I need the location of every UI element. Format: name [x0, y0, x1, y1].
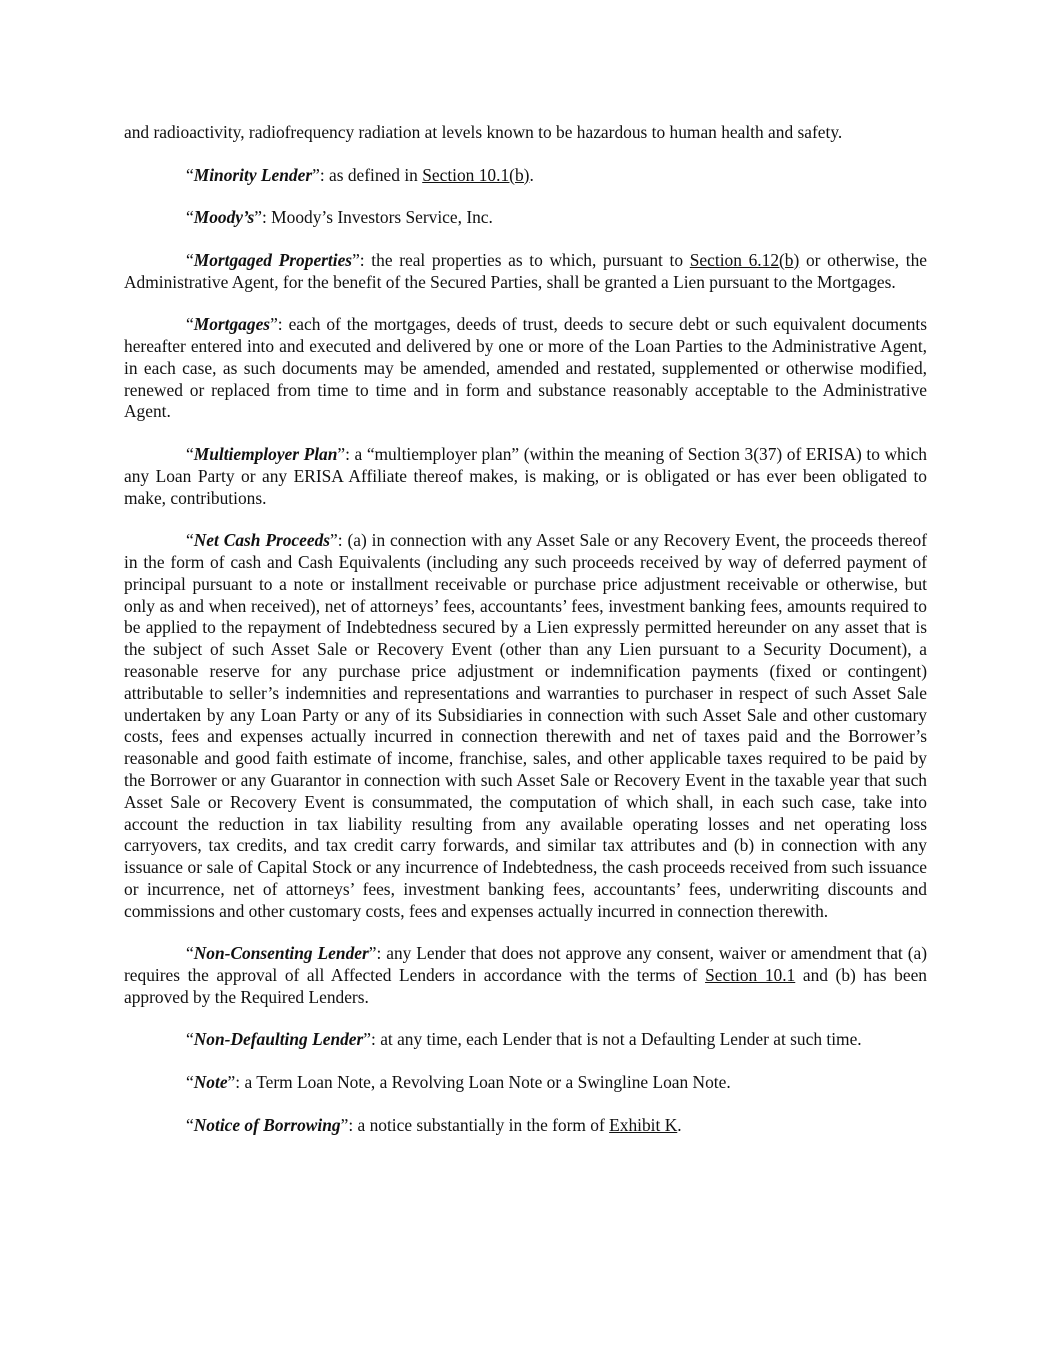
definition-non-defaulting-lender: “Non-Defaulting Lender”: at any time, each Lender that is not a Defaulting Lender at such time. [186, 1029, 862, 1050]
defined-term: Notice of Borrowing [193, 1114, 341, 1135]
defined-term: Mortgaged Properties [193, 249, 353, 270]
defined-term: Non-Defaulting Lender [193, 1029, 364, 1050]
document-page [124, 122, 927, 1157]
definition-moodys: “Moody’s”: Moody’s Investors Service, Inc. [186, 207, 493, 228]
defined-term: Mortgages [193, 314, 271, 335]
defined-term: Moody’s [193, 207, 255, 228]
section-reference: Section 6.12(b) [689, 249, 800, 270]
section-reference: Section 10.1 [705, 965, 796, 986]
definition-mortgages: “Mortgages”: each of the mortgages, deeds of trust, deeds to secure debt or such equivalent documents hereafter entered into and executed and delivered by one or more of the Loan Parties to the Administrative Agent, in each case, as such documents may be amended, amended and restated, supplemented or otherwise modified, renewed or replaced from time to time and in form and substance reasonably acceptable to the Administrative Agent. [124, 314, 927, 422]
definition-note: “Note”: a Term Loan Note, a Revolving Loan Note or a Swingline Loan Note. [186, 1072, 731, 1093]
definition-notice-of-borrowing: “Notice of Borrowing”: a notice substantially in the form of Exhibit K. [186, 1114, 682, 1135]
defined-term: Non-Consenting Lender [193, 943, 369, 964]
definition-multiemployer-plan: “Multiemployer Plan”: a “multiemployer plan” (within the meaning of Section 3(37) of ERISA) to which any Loan Party or any ERISA Affiliate thereof makes, is making, or is obligated or has ever been obligated to make, contributions. [124, 443, 927, 508]
defined-term: Net Cash Proceeds [193, 530, 331, 551]
section-reference: Section 10.1(b) [422, 164, 530, 185]
definition-net-cash-proceeds: “Net Cash Proceeds”: (a) in connection with any Asset Sale or any Recovery Event, the proceeds thereof in the form of cash and Cash Equivalents (including any such proceeds received by way of deferred payment of principal pursuant to a note or installment receivable or purchase price adjustment receivable or otherwise, but only as and when received), net of attorneys’ fees, accountants’ fees, investment banking fees, amounts required to be applied to the repayment of Indebtedness secured by a Lien expressly permitted hereunder on any asset that is the subject of such Asset Sale or Recovery Event (other than any Lien pursuant to a Security Document), a reasonable reserve for any purchase price adjustment or indemnification payments (fixed or contingent) attributable to seller’s indemnities and representations and warranties to purchaser in respect of such Asset Sale undertaken by any Loan Party or any of its Subsidiaries in connection with such Asset Sale and other customary costs, fees and expenses actually incurred in connection therewith and net of taxes paid and the Borrower’s reasonable and good faith estimate of income, franchise, sales, and other applicable taxes required to be paid by the Borrower or any Guarantor in connection with such Asset Sale or Recovery Event in the taxable year that such Asset Sale or Recovery Event is consummated, the computation of which shall, in each such case, take into account the reduction in tax liability resulting from any available operating losses and net operating loss carryovers, tax credits, and tax credit carry forwards, and similar tax attributes and (b) in connection with any issuance or sale of Capital Stock or any incurrence of Indebtedness, the cash proceeds received from such issuance or incurrence, net of attorneys’ fees, investment banking fees, accountants’ fees, underwriting discounts and commissions and other customary costs, fees and expenses actually incurred in connection therewith. [124, 530, 927, 921]
defined-term: Multiemployer Plan [193, 443, 338, 464]
exhibit-reference: Exhibit K [609, 1114, 678, 1135]
definition-mortgaged-properties: “Mortgaged Properties”: the real properties as to which, pursuant to Section 6.12(b) or otherwise, the Administrative Agent, for the benefit of the Secured Parties, shall be granted a Lien pursuant to the Mortgages. [124, 249, 927, 292]
definition-non-consenting-lender: “Non-Consenting Lender”: any Lender that does not approve any consent, waiver or amendment that (a) requires the approval of all Affected Lenders in accordance with the terms of Section 10.1 and (b) has been approved by the Required Lenders. [124, 943, 927, 1007]
paragraph-continuation: and radioactivity, radiofrequency radiation at levels known to be hazardous to human health and safety. [124, 122, 843, 142]
defined-term: Minority Lender [193, 164, 313, 185]
defined-term: Note [193, 1072, 228, 1093]
definition-minority-lender: “Minority Lender”: as defined in Section 10.1(b). [186, 164, 534, 185]
